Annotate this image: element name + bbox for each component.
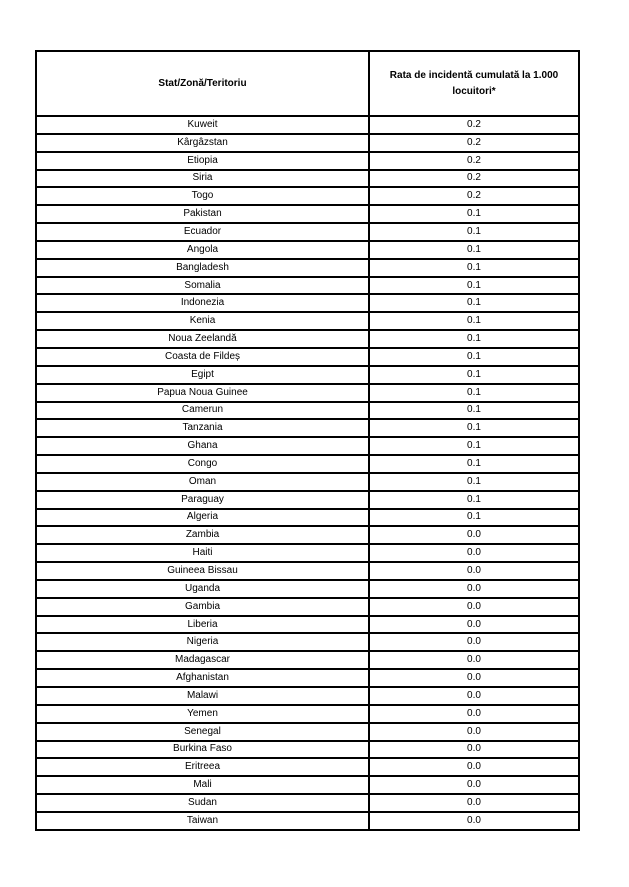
country-cell: Tanzania (36, 419, 369, 437)
country-cell: Haiti (36, 544, 369, 562)
rate-cell: 0.2 (369, 152, 579, 170)
table-body (36, 116, 579, 830)
country-cell: Coasta de Fildeș (36, 348, 369, 366)
column-header-rate: Rata de incidentă cumulată la 1.000 locuitori* (369, 51, 579, 116)
country-cell: Kenia (36, 312, 369, 330)
table-row (36, 384, 579, 402)
table-row (36, 669, 579, 687)
country-cell: Togo (36, 187, 369, 205)
rate-cell: 0.0 (369, 544, 579, 562)
country-cell: Taiwan (36, 812, 369, 830)
rate-cell: 0.0 (369, 580, 579, 598)
table-row (36, 580, 579, 598)
table-row (36, 633, 579, 651)
table-row (36, 277, 579, 295)
country-cell: Nigeria (36, 633, 369, 651)
country-cell: Paraguay (36, 491, 369, 509)
rate-cell: 0.1 (369, 419, 579, 437)
table-row (36, 705, 579, 723)
rate-cell: 0.1 (369, 509, 579, 527)
country-cell: Afghanistan (36, 669, 369, 687)
rate-cell: 0.0 (369, 758, 579, 776)
rate-cell: 0.1 (369, 205, 579, 223)
table-row (36, 526, 579, 544)
rate-cell: 0.1 (369, 491, 579, 509)
table-row (36, 509, 579, 527)
table-row (36, 687, 579, 705)
country-cell: Burkina Faso (36, 741, 369, 759)
rate-cell: 0.2 (369, 116, 579, 134)
table-row (36, 491, 579, 509)
column-header-country: Stat/Zonă/Teritoriu (36, 51, 369, 116)
table-row (36, 812, 579, 830)
table-row (36, 741, 579, 759)
country-cell: Etiopia (36, 152, 369, 170)
country-cell: Congo (36, 455, 369, 473)
country-cell: Somalia (36, 277, 369, 295)
rate-cell: 0.0 (369, 794, 579, 812)
country-cell: Malawi (36, 687, 369, 705)
rate-cell: 0.1 (369, 241, 579, 259)
rate-cell: 0.1 (369, 312, 579, 330)
rate-cell: 0.1 (369, 277, 579, 295)
country-cell: Gambia (36, 598, 369, 616)
table-row (36, 402, 579, 420)
country-cell: Angola (36, 241, 369, 259)
country-cell: Papua Noua Guinee (36, 384, 369, 402)
table-header (36, 51, 579, 116)
rate-cell: 0.0 (369, 633, 579, 651)
table-row (36, 312, 579, 330)
table-row (36, 651, 579, 669)
table-row (36, 776, 579, 794)
table-row (36, 348, 579, 366)
rate-cell: 0.1 (369, 259, 579, 277)
rate-cell: 0.0 (369, 776, 579, 794)
country-cell: Bangladesh (36, 259, 369, 277)
rate-cell: 0.0 (369, 616, 579, 634)
country-cell: Kârgâzstan (36, 134, 369, 152)
country-cell: Zambia (36, 526, 369, 544)
country-cell: Noua Zeelandă (36, 330, 369, 348)
rate-cell: 0.1 (369, 294, 579, 312)
country-cell: Liberia (36, 616, 369, 634)
table-row (36, 205, 579, 223)
rate-cell: 0.2 (369, 134, 579, 152)
country-cell: Mali (36, 776, 369, 794)
rate-cell: 0.1 (369, 455, 579, 473)
country-cell: Eritreea (36, 758, 369, 776)
country-cell: Algeria (36, 509, 369, 527)
rate-cell: 0.0 (369, 741, 579, 759)
rate-cell: 0.0 (369, 687, 579, 705)
country-cell: Indonezia (36, 294, 369, 312)
table-row (36, 473, 579, 491)
country-cell: Oman (36, 473, 369, 491)
incidence-rate-table (35, 50, 580, 831)
rate-cell: 0.2 (369, 187, 579, 205)
rate-cell: 0.1 (369, 348, 579, 366)
rate-cell: 0.1 (369, 223, 579, 241)
table-row (36, 723, 579, 741)
country-cell: Ghana (36, 437, 369, 455)
country-cell: Madagascar (36, 651, 369, 669)
rate-cell: 0.0 (369, 526, 579, 544)
table-row (36, 116, 579, 134)
table-row (36, 544, 579, 562)
table-row (36, 455, 579, 473)
rate-cell: 0.0 (369, 812, 579, 830)
country-cell: Kuweit (36, 116, 369, 134)
header-row (36, 51, 579, 116)
table-row (36, 241, 579, 259)
table-row (36, 152, 579, 170)
table-row (36, 598, 579, 616)
rate-cell: 0.0 (369, 723, 579, 741)
country-cell: Siria (36, 170, 369, 188)
country-cell: Camerun (36, 402, 369, 420)
table-row (36, 170, 579, 188)
rate-cell: 0.0 (369, 669, 579, 687)
country-cell: Pakistan (36, 205, 369, 223)
table-row (36, 562, 579, 580)
rate-cell: 0.0 (369, 598, 579, 616)
rate-cell: 0.0 (369, 562, 579, 580)
table-row (36, 366, 579, 384)
rate-cell: 0.0 (369, 651, 579, 669)
table-row (36, 330, 579, 348)
rate-cell: 0.1 (369, 437, 579, 455)
rate-cell: 0.1 (369, 366, 579, 384)
table-row (36, 758, 579, 776)
rate-cell: 0.1 (369, 402, 579, 420)
table-row (36, 437, 579, 455)
country-cell: Guineea Bissau (36, 562, 369, 580)
table-row (36, 794, 579, 812)
table-row (36, 294, 579, 312)
rate-cell: 0.0 (369, 705, 579, 723)
country-cell: Sudan (36, 794, 369, 812)
table-row (36, 134, 579, 152)
table-row (36, 419, 579, 437)
country-cell: Yemen (36, 705, 369, 723)
country-cell: Senegal (36, 723, 369, 741)
table-row (36, 616, 579, 634)
table-row (36, 187, 579, 205)
country-cell: Ecuador (36, 223, 369, 241)
table-row (36, 259, 579, 277)
table-row (36, 223, 579, 241)
rate-cell: 0.1 (369, 330, 579, 348)
country-cell: Uganda (36, 580, 369, 598)
rate-cell: 0.1 (369, 473, 579, 491)
rate-cell: 0.1 (369, 384, 579, 402)
country-cell: Egipt (36, 366, 369, 384)
rate-cell: 0.2 (369, 170, 579, 188)
